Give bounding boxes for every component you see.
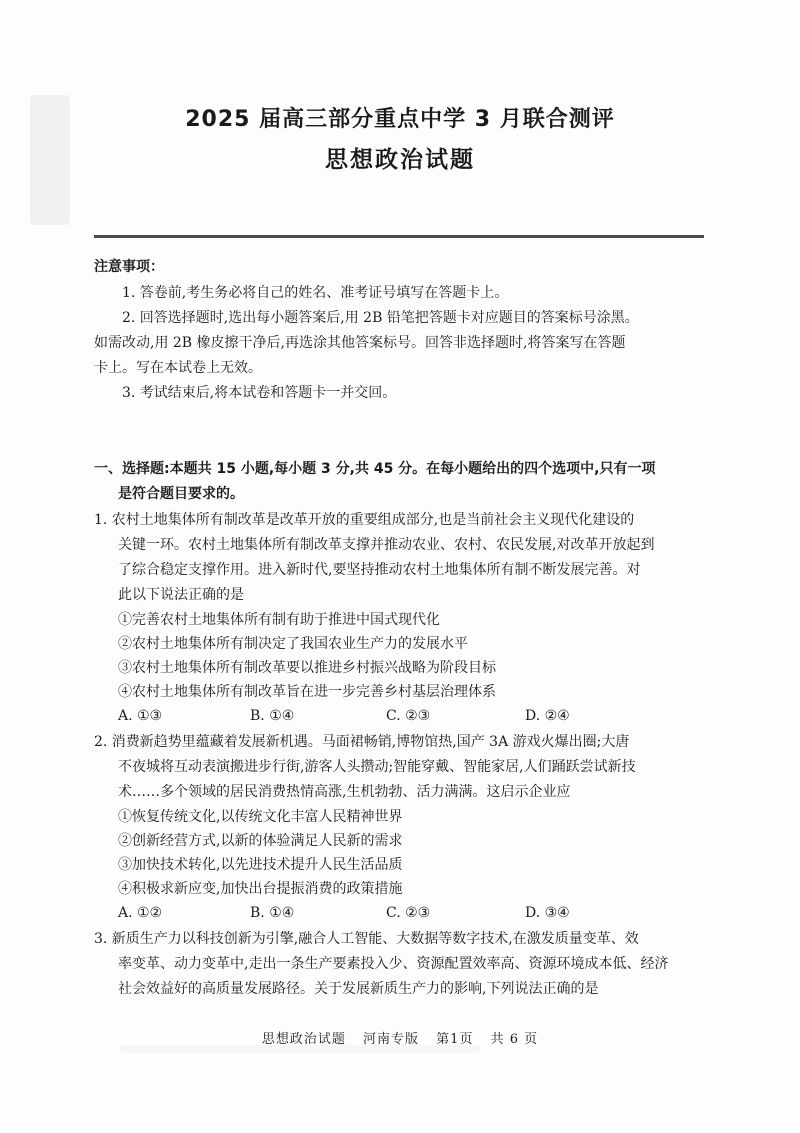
question-stem: 不夜城将互动表演搬进步行街,游客人头攒动;智能穿戴、智能家居,人们踊跃尝试新技 bbox=[118, 759, 636, 775]
option-a[interactable]: A. ①② bbox=[118, 905, 163, 921]
question-stem: 关键一环。农村土地集体所有制改革支撑并推动农业、农村、农民发展,对改革开放起到 bbox=[118, 537, 655, 553]
statement: ①恢复传统文化,以传统文化丰富人民精神世界 bbox=[118, 809, 403, 825]
question-stem: 了综合稳定支撑作用。进入新时代,要坚持推动农村土地集体所有制不断发展完善。对 bbox=[118, 562, 641, 578]
option-b[interactable]: B. ①④ bbox=[250, 905, 295, 921]
notice-line: 1. 答卷前,考生务必将自己的姓名、准考证号填写在答题卡上。 bbox=[122, 285, 509, 301]
notice-line: 卡上。写在本试卷上无效。 bbox=[94, 360, 262, 376]
page-footer bbox=[0, 1028, 800, 1047]
section-heading: 一、选择题:本题共 15 小题,每小题 3 分,共 45 分。在每小题给出的四个选项中,只有一项 bbox=[94, 461, 656, 477]
question-stem: 社会效益好的高质量发展路径。关于发展新质生产力的影响,下列说法正确的是 bbox=[118, 981, 599, 997]
option-d[interactable]: D. ②④ bbox=[525, 708, 570, 724]
question-stem: 2. 消费新趋势里蕴藏着发展新机遇。马面裙畅销,博物馆热,国产 3A 游戏火爆出圈;大唐 bbox=[94, 734, 630, 750]
question-stem: 率变革、动力变革中,走出一条生产要素投入少、资源配置效率高、资源环境成本低、经济 bbox=[118, 956, 669, 972]
notice-line: 2. 回答选择题时,选出每小题答案后,用 2B 铅笔把答题卡对应题目的答案标号涂黑。 bbox=[122, 310, 639, 326]
option-a[interactable]: A. ①③ bbox=[118, 708, 163, 724]
notice-heading: 注意事项： bbox=[94, 259, 164, 275]
statement: ④农村土地集体所有制改革旨在进一步完善乡村基层治理体系 bbox=[118, 684, 496, 700]
option-c[interactable]: C. ②③ bbox=[386, 905, 431, 921]
footer-total: 共 6 页 bbox=[490, 1032, 539, 1047]
option-c[interactable]: C. ②③ bbox=[386, 708, 431, 724]
page-title: 2025 届高三部分重点中学 3 月联合测评 bbox=[185, 107, 615, 132]
notice-line: 3. 考试结束后,将本试卷和答题卡一并交回。 bbox=[122, 385, 397, 401]
statement: ②农村土地集体所有制决定了我国农业生产力的发展水平 bbox=[118, 636, 468, 652]
question-stem: 3. 新质生产力以科技创新为引擎,融合人工智能、大数据等数字技术,在激发质量变革、效 bbox=[94, 931, 639, 947]
option-d[interactable]: D. ③④ bbox=[525, 905, 570, 921]
option-b[interactable]: B. ①④ bbox=[250, 708, 295, 724]
statement: ④积极求新应变,加快出台提振消费的政策措施 bbox=[118, 881, 403, 897]
statement: ①完善农村土地集体所有制有助于推进中国式现代化 bbox=[118, 612, 440, 628]
statement: ③农村土地集体所有制改革要以推进乡村振兴战略为阶段目标 bbox=[118, 660, 496, 676]
footer-edition: 河南专版 bbox=[363, 1032, 420, 1047]
page-subtitle: 思想政治试题 bbox=[325, 147, 475, 173]
footer-page: 第1页 bbox=[436, 1032, 474, 1047]
notice-line: 如需改动,用 2B 橡皮擦干净后,再选涂其他答案标号。回答非选择题时,将答案写在答题 bbox=[94, 335, 626, 351]
header-divider bbox=[94, 235, 704, 238]
statement: ②创新经营方式,以新的体验满足人民新的需求 bbox=[118, 833, 403, 849]
question-stem: 1. 农村土地集体所有制改革是改革开放的重要组成部分,也是当前社会主义现代化建设的 bbox=[94, 512, 635, 528]
footer-subject: 思想政治试题 bbox=[261, 1032, 346, 1047]
section-heading: 是符合题目要求的。 bbox=[118, 486, 244, 502]
statement: ③加快技术转化,以先进技术提升人民生活品质 bbox=[118, 857, 403, 873]
question-stem: 术……多个领域的居民消费热情高涨,生机勃勃、活力满满。这启示企业应 bbox=[118, 784, 571, 800]
question-stem: 此以下说法正确的是 bbox=[118, 587, 244, 603]
